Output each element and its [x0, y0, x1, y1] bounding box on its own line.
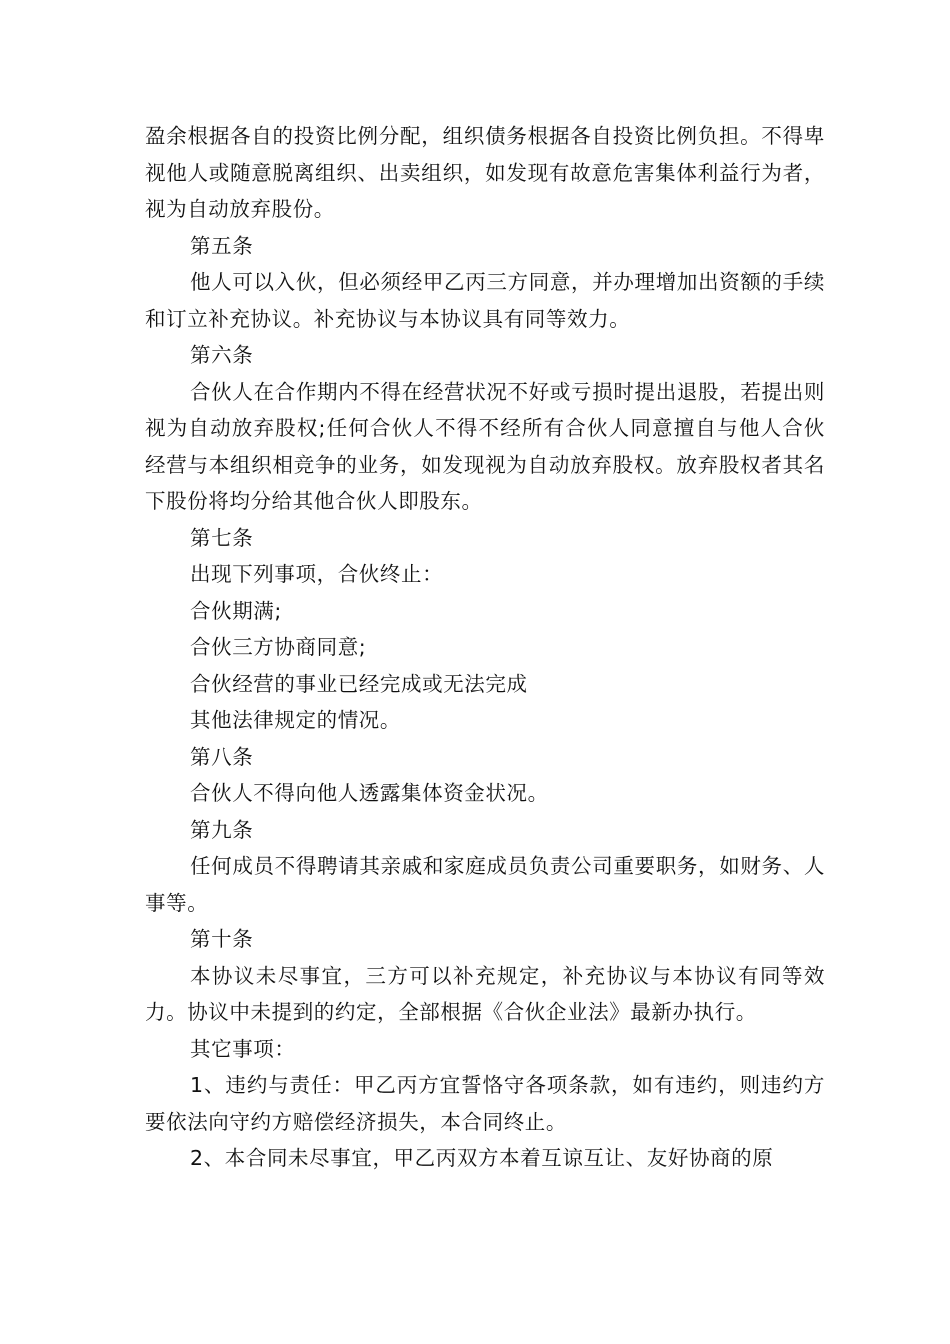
paragraph: 第六条	[190, 343, 254, 367]
paragraph: 盈余根据各自的投资比例分配，组织债务根据各自投资比例负担。不得卑视他人或随意脱离组织、出卖组织，如发现有故意危害集体利益行为者，视为自动放弃股份。	[145, 124, 825, 221]
paragraph: 1、违约与责任：甲乙丙方宜誓恪守各项条款，如有违约，则违约方要依法向守约方赔偿经济损失，本合同终止。	[145, 1073, 825, 1134]
paragraph: 其他法律规定的情况。	[190, 708, 401, 732]
paragraph: 其它事项：	[190, 1036, 296, 1061]
paragraph: 合伙三方协商同意;	[190, 635, 367, 659]
paragraph: 合伙经营的事业已经完成或无法完成	[190, 671, 528, 696]
paragraph: 合伙人不得向他人透露集体资金状况。	[190, 781, 549, 805]
paragraph: 本协议未尽事宜，三方可以补充规定，补充协议与本协议有同等效力。协议中未提到的约定，全部根据《合伙企业法》最新办执行。	[145, 963, 825, 1024]
paragraph: 第七条	[190, 525, 254, 550]
document-body	[145, 118, 825, 1177]
paragraph: 第五条	[190, 233, 254, 258]
paragraph: 第九条	[190, 817, 254, 842]
paragraph: 第八条	[190, 744, 254, 769]
paragraph: 出现下列事项，合伙终止：	[190, 562, 444, 586]
paragraph: 合伙人在合作期内不得在经营状况不好或亏损时提出退股，若提出则视为自动放弃股权;任何合伙人不得不经所有合伙人同意擅自与他人合伙经营与本组织相竞争的业务，如发现视为自动放弃股权。放弃股权者其名下股份将均分给其他合伙人即股东。	[145, 379, 825, 513]
paragraph: 任何成员不得聘请其亲戚和家庭成员负责公司重要职务，如财务、人事等。	[145, 854, 825, 915]
paragraph: 2、本合同未尽事宜，甲乙丙双方本着互谅互让、友好协商的原	[190, 1146, 774, 1170]
paragraph: 合伙期满;	[190, 598, 282, 623]
paragraph: 第十条	[190, 927, 254, 951]
paragraph: 他人可以入伙，但必须经甲乙丙三方同意，并办理增加出资额的手续和订立补充协议。补充协议与本协议具有同等效力。	[145, 270, 825, 331]
